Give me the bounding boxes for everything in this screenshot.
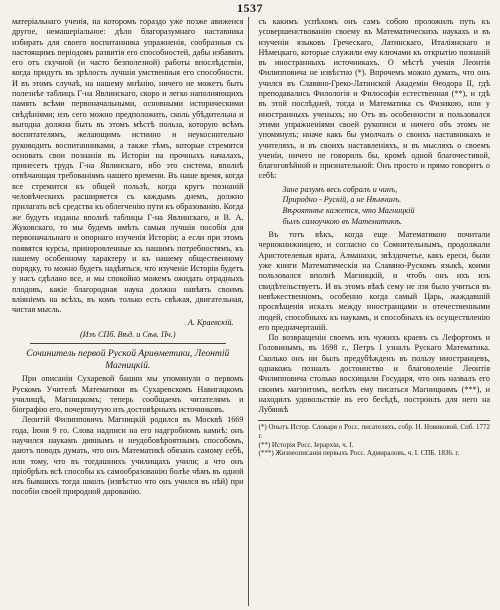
verse-line-2: Природно - Рускій, а не Нѣмчинъ. [282, 195, 402, 205]
verse-line-3: Вѣроятнѣе кажется, что Магницкій [282, 205, 415, 215]
article-source: (Изъ СПб. Вѣд. и Сѣв. Пч.) [79, 329, 176, 339]
left-paragraph-1: матеріальнаго ученія, на которомъ гораздо уже позже авиженся другое, немашеріальное: дѣло благоразумнаго наставника избирать для своего воспитанника упражненія, сообразныя съ настоящимъ періодомъ развитія его способностей, дабы избавить его отъ скучной (и часто безполезной) работы впослѣдствіи, когда придутъ въ зрѣлость лучшія умственныя его способности. И въ этомъ случаѣ, на нашему мнѣнію, ничего не можетъ быть полезнѣе таблицъ Г-на Явлинскаго, скоро и легко наполняющихъ память всѣми первоначальными, основными историческими свѣдѣніями; изъ сего можно предположить, сколь убѣдительна и выгодна должна быть въ этомъ мѣстѣ польза, которую всѣмъ воспитателямъ, желающимъ истинно и неукоснительно руководить воспитанниками, а также тѣмъ, которые стремятся основать свои познанія въ Исторіи на прочныхъ началахъ, принесетъ трудъ Г-на Явлинскаго, ибо это система, вполнѣ отвѣчающая требованіямъ нашего времени. Въ наше время, когда все стремится къ общей пользѣ, когда кругъ познаній человѣческихъ расширяется съ каждымъ днемъ, должно прилагать всѣ средства къ облегченію пути къ образованію. Когда же будутъ изданы вполнѣ таблицы Г-на Явлинскаго, и В. А. Жуковскаго, то мы будемъ имѣть самыя лучшія пособія для первоначальнаго и опорнаго изученія Исторіи; а если при этомъ появятся курсы, приноровленные къ нашимъ потребностямъ, къ нашему особенному характеру и къ нашему общественному порядку, то можно будетъ надѣяться, что изученіе Исторіи будетъ у насъ сдѣлано все, и мы спокойно можемъ ожидать отрадныхъ плодовъ, какіе благородная наука должна навѣять своимъ вліяніемъ на всѣхъ, въ комъ только есть свѣжая, двигательная, чистая мысль. [12, 17, 244, 315]
footnotes [258, 420, 490, 457]
verse-line-1: Зане разумъ весь собралъ и чинъ, [282, 184, 398, 194]
footnote-2: (**) Исторія Росс. Іерархіи, ч. I. [258, 440, 354, 449]
article-signature: А. Краевскій. [187, 317, 234, 327]
footnote-3: (***) Жизнеописанія первыхъ Росс. Адмираловъ, ч. I. СПБ. 1836. г. [258, 449, 460, 458]
verse-quote [282, 185, 490, 227]
right-paragraph-2: Въ тотъ вѣкъ, когда еще Математикою почитали чернокнижницею, и согласно со Сомнительнымъ, продолжали Аристотелевыя врата, Алманахи, звѣздочетье, какъ ереси, были уже книги Математическія на Славяно-Рускомъ языкѣ, коими пользовался вполнѣ Магницкій, и чтобъ онъ ихъ изъ свидѣтельствуетъ. И въ этомъ вѣкѣ сему не лзя было учиться въ невѣжественномъ, особенно когда самый Царь, жаждавшій просвѣщенія искалъ между иностранцами и отечественными людей, способныхъ къ наукамъ, и способныхъ къ осуществленію его предначертаній. [258, 230, 490, 332]
article-title: Сочинитель первой Руской Ариѳметики, Леонтій Магницкій. [26, 348, 230, 371]
footnote-1: (*) Опытъ Истор. Словаря о Росс. писателяхъ, собр. Н. Новиковой. Спб. 1772 г. [258, 423, 490, 441]
right-paragraph-1: съ какимъ успѣхомъ онъ самъ собою проложилъ путь къ усовершенствованію своему въ Математическихъ наукахъ и въ изученіи языковъ Греческаго, Латинскаго, Италіянскаго и Нѣмецкаго, которые служили ему ключами къ открытію познаній въ иностранныхъ источникахъ. О мѣстѣ ученія Леонтія Филипповича не извѣстно (*). Впрочемъ можно думать, что онъ учился въ Славяно-Греко-Латинской Академіи Ѳеодора II, гдѣ преподавались Филологія и Философія естественная (**), и гдѣ въ этой послѣдней, тогда и Математика съ Физикою, или у иностранныхъ ученыхъ; но Отъ въ особенности и пользовался этими упражненіями своей рукописи и ничего объ этомъ не упомянулъ; иначе какъ бы умолчалъ о своихъ наставникахъ и учителяхъ, и въ своихъ наставленіяхъ, и въ мысляхъ о своемъ ученіи, ничего не говорилъ бы, кромѣ одной благочестивой, благоговѣйной и признательной: Онъ просто и прямо говоритъ о себѣ: [258, 17, 490, 181]
verse-line-4: былъ самоучкою въ Математикѣ. [282, 216, 403, 226]
section-divider [30, 343, 226, 344]
page-number: 1537 [237, 1, 263, 15]
two-column-body [12, 17, 490, 606]
left-column [12, 17, 244, 606]
article-paragraph-2: Леонтій Филипповичъ Магницкій родился въ Москвѣ 1669 года, Іюня 9 го. Слова надписи на его надгробномъ камнѣ: онъ научился наукамъ дивнымъ и неудобовѣроятнымъ способомъ, даютъ поводъ думать, что онъ Математикѣ обязанъ самому себѣ, или тому, что въ тогдашнихъ училищахъ учили; а что онъ пріобрѣлъ всѣ способы къ самообразованію болѣе чѣмъ въ одной изъ бывшихъ тогда школъ (извѣстно что онъ учился въ нѣй) при пособіи своей природной дарованію. [12, 415, 244, 497]
article-paragraph-1: При описаніи Сухаревой башни мы упомянули о первомъ Рускомъ Учителѣ Математики въ Сухаревскомъ Навигацкомъ училищѣ, Магницкомъ; теперь сообщаемъ читателямъ и біографію его, почерпнутую изъ достовѣрныхъ источниковъ. [12, 374, 244, 415]
right-paragraph-3: По возвращеніи своемъ изъ чужихъ краевъ съ Лефортомъ и Головинымъ, въ 1698 г., Петръ I узналъ Рускаго Математика. Сколько онъ ни былъ предубѣжденъ въ пользу иностранцевъ, однакожъ позналъ достоинство и благоволеніе Леонтія Филипповича столько восхищали Государя, что онъ назвалъ его своимъ магнитомъ, велѣлъ ему писаться Магницкимъ (***), и находилъ удовольствіе въ его бесѣдѣ, построилъ для него на Лубянкѣ [258, 333, 490, 415]
column-rule [248, 17, 249, 606]
right-column [258, 17, 490, 606]
